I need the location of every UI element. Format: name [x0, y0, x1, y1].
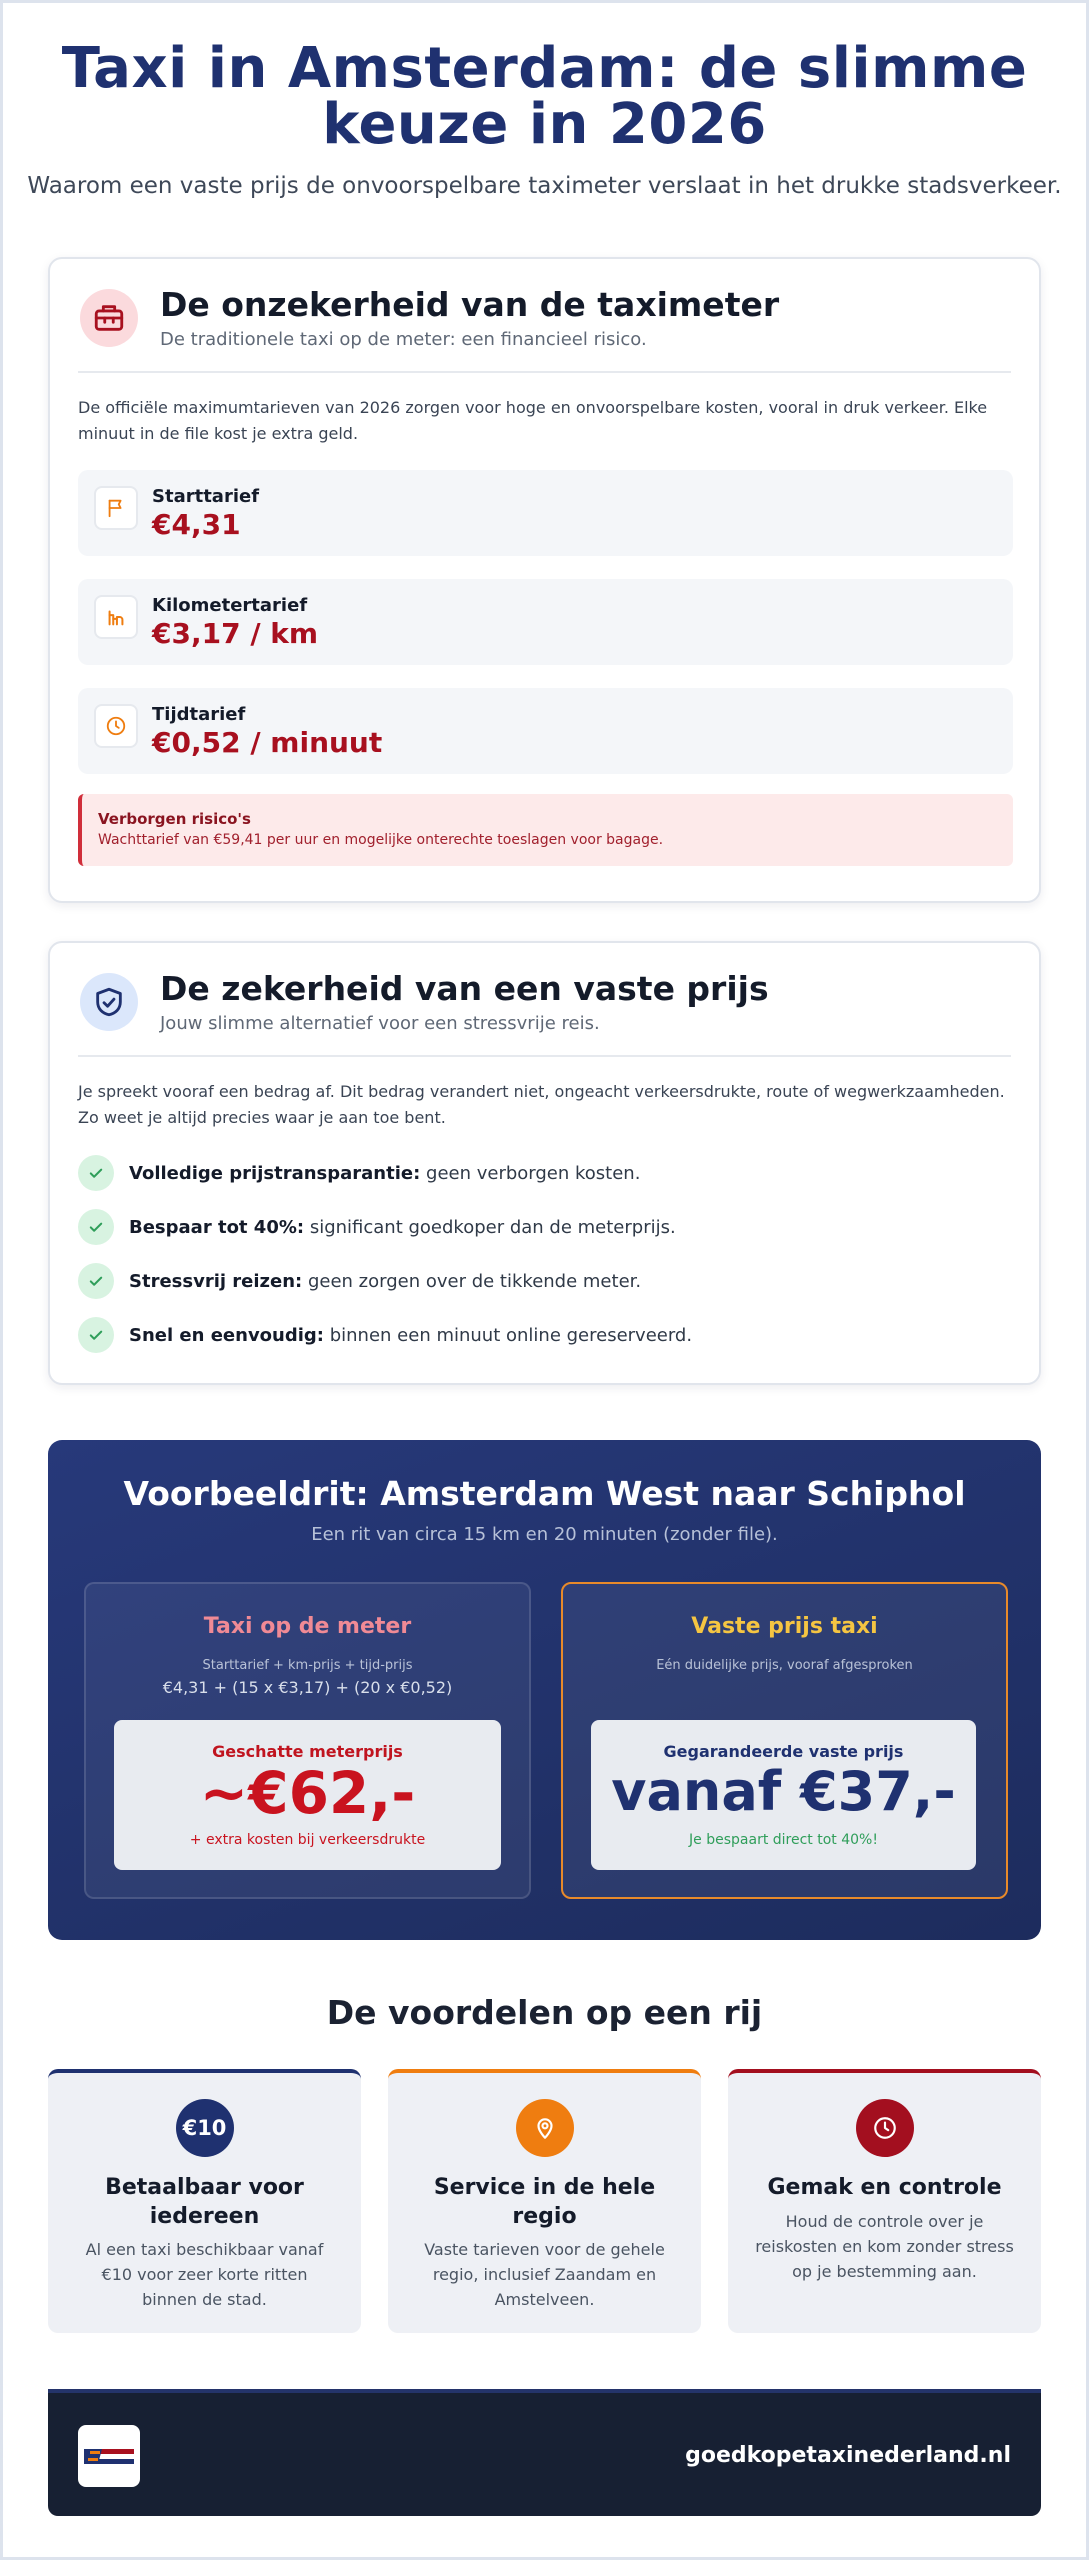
- advantage-text: Vaste tarieven voor de gehele regio, inclusief Zaandam en Amstelveen.: [424, 2240, 665, 2309]
- fixed-price-column: [561, 1582, 1008, 1899]
- fixed-card-title: De zekerheid van een vaste prijs: [160, 969, 769, 1008]
- advantage-card-region: [388, 2069, 701, 2333]
- meter-price-value: ~€62,-: [199, 1759, 416, 1827]
- shield-check-icon: [80, 973, 138, 1031]
- meter-price-note: + extra kosten bij verkeersdrukte: [189, 1832, 426, 1848]
- fixed-card-subtitle: Jouw slimme alternatief voor een stressvrije reis.: [160, 1013, 600, 1034]
- advantage-card-control: [728, 2069, 1041, 2333]
- brand-logo[interactable]: [78, 2425, 140, 2487]
- hidden-risk-title: Verborgen risico's: [98, 810, 251, 828]
- meter-column-title: Taxi op de meter: [203, 1614, 412, 1639]
- clock-icon: [856, 2099, 914, 2157]
- rate-label: Starttarief: [152, 486, 260, 507]
- meter-formula: €4,31 + (15 x €3,17) + (20 x €0,52): [162, 1678, 453, 1697]
- rate-value: €4,31: [152, 508, 241, 541]
- page-title-text: Taxi in Amsterdam: de slimme keuze in 2026: [61, 36, 1028, 157]
- clock-icon: [94, 704, 138, 748]
- fixed-note: Eén duidelijke prijs, vooraf afgesproken: [656, 1658, 913, 1673]
- meter-card-intro: De officiële maximumtarieven van 2026 zorgen voor hoge en onvoorspelbare kosten, vooral in druk verkeer. Elke minuut in de file kost je extra geld.: [78, 398, 988, 443]
- rate-value: €0,52 / minuut: [152, 726, 383, 759]
- meter-price-column: [84, 1582, 531, 1899]
- fixed-price-card: [48, 941, 1041, 1385]
- meter-price-box: [114, 1720, 501, 1870]
- meter-formula-label: Starttarief + km-prijs + tijd-prijs: [202, 1658, 413, 1673]
- hidden-risk-text: Wachttarief van €59,41 per uur en mogelijke onterechte toeslagen voor bagage.: [98, 832, 664, 848]
- fixed-column-title: Vaste prijs taxi: [691, 1614, 878, 1639]
- benefit-text: Bespaar tot 40%: significant goedkoper dan de meterprijs.: [129, 1217, 676, 1238]
- example-ride-section: [48, 1440, 1041, 1940]
- fixed-price-box: [591, 1720, 976, 1870]
- check-icon: [78, 1209, 114, 1245]
- rate-start: [78, 470, 1013, 556]
- example-subtitle: Een rit van circa 15 km en 20 minuten (zonder file).: [311, 1524, 778, 1545]
- benefit-item: [78, 1317, 1013, 1355]
- rate-time: [78, 688, 1013, 774]
- example-title: Voorbeeldrit: Amsterdam West naar Schiphol: [123, 1474, 966, 1513]
- footer-website-link[interactable]: goedkopetaxinederland.nl: [685, 2443, 1011, 2468]
- rate-label: Tijdtarief: [152, 704, 246, 725]
- footer: [48, 2389, 1041, 2516]
- benefit-item: [78, 1263, 1013, 1301]
- check-icon: [78, 1155, 114, 1191]
- advantage-card-affordable: [48, 2069, 361, 2333]
- benefit-text: Snel en eenvoudig: binnen een minuut online gereserveerd.: [129, 1325, 693, 1346]
- euro-icon: €10: [176, 2099, 234, 2157]
- check-icon: [78, 1317, 114, 1353]
- map-pin-icon: [516, 2099, 574, 2157]
- meter-card-subtitle: De traditionele taxi op de meter: een financieel risico.: [160, 329, 647, 350]
- benefit-item: [78, 1155, 1013, 1193]
- taxi-meter-icon: [80, 289, 138, 347]
- meter-card: [48, 257, 1041, 903]
- rate-km: [78, 579, 1013, 665]
- benefit-text: Stressvrij reizen: geen zorgen over de tikkende meter.: [129, 1271, 642, 1292]
- hidden-risk-alert: [78, 794, 1013, 866]
- advantages-title: De voordelen op een rij: [326, 1993, 763, 2032]
- check-icon: [78, 1263, 114, 1299]
- fixed-card-intro: Je spreekt vooraf een bedrag af. Dit bedrag verandert niet, ongeacht verkeersdrukte, route of wegwerkzaamheden. Zo weet je altijd precies waar je aan toe bent.: [78, 1082, 1005, 1127]
- fixed-price-value: vanaf €37,-: [611, 1760, 956, 1823]
- page: [3, 3, 1086, 2557]
- advantage-text: Al een taxi beschikbaar vanaf €10 voor zeer korte ritten binnen de stad.: [85, 2240, 324, 2309]
- divider: [78, 1055, 1011, 1057]
- rate-label: Kilometertarief: [152, 595, 308, 616]
- page-title: [3, 36, 1086, 157]
- advantage-title: Gemak en controle: [767, 2175, 1002, 2200]
- advantage-title: Betaalbaar voor iedereen: [105, 2175, 304, 2229]
- fixed-price-label: Gegarandeerde vaste prijs: [663, 1742, 904, 1761]
- meter-card-title: De onzekerheid van de taximeter: [160, 285, 780, 324]
- road-icon: [94, 595, 138, 639]
- benefit-text: Volledige prijstransparantie: geen verborgen kosten.: [129, 1163, 641, 1184]
- meter-price-label: Geschatte meterprijs: [212, 1742, 403, 1761]
- rate-value: €3,17 / km: [152, 617, 319, 650]
- page-subtitle: Waarom een vaste prijs de onvoorspelbare taximeter verslaat in het drukke stadsverkeer.: [27, 173, 1062, 199]
- divider: [78, 371, 1011, 373]
- benefit-item: [78, 1209, 1013, 1247]
- fixed-price-note: Je bespaart direct tot 40%!: [689, 1832, 878, 1848]
- advantage-title: Service in de hele regio: [433, 2175, 656, 2229]
- brand-logo-graphic: [78, 2425, 140, 2487]
- flag-icon: [94, 486, 138, 530]
- advantage-text: Houd de controle over je reiskosten en kom zonder stress op je bestemming aan.: [755, 2212, 1014, 2281]
